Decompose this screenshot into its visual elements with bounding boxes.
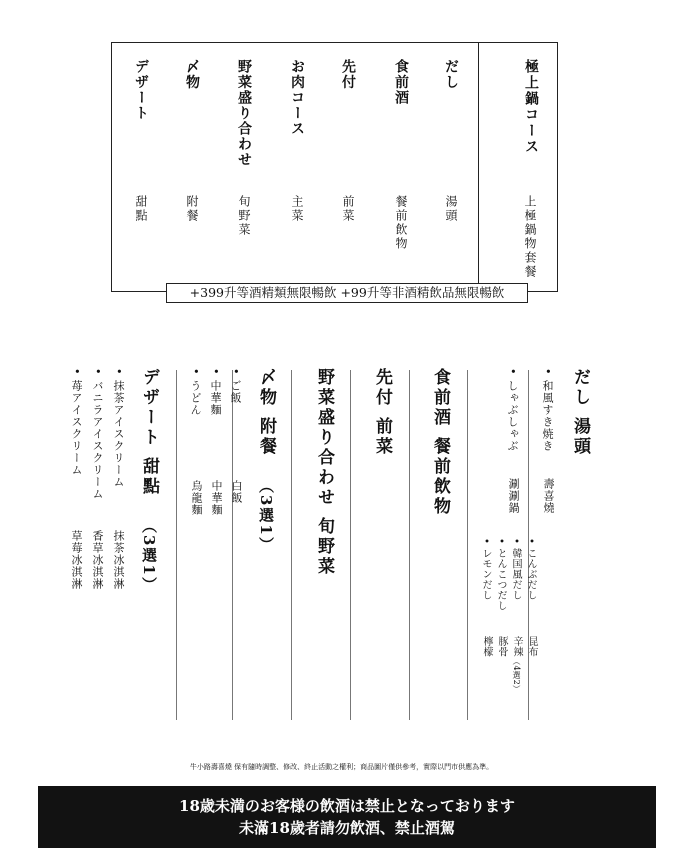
bullet-item: • バニラアイスクリーム xyxy=(91,368,104,500)
summary-row-ja: 〆物 xyxy=(184,59,200,90)
summary-row-zh: 附餐 xyxy=(185,195,199,223)
bullet-item-zh: 壽喜燒 xyxy=(542,478,555,514)
bullet-item-zh: 抹茶冰淇淋 xyxy=(112,530,125,590)
section-header-dessert: デザート 甜點 xyxy=(139,368,159,497)
section-header-yasai: 野菜盛り合わせ 旬野菜 xyxy=(314,368,334,577)
sub-item-zh: 辛辣（4選2） xyxy=(511,636,522,694)
summary-row-ja: 先付 xyxy=(340,59,356,90)
summary-divider xyxy=(478,43,479,291)
course-title-ja: 極上鍋コース xyxy=(523,59,539,155)
summary-row-zh: 主菜 xyxy=(290,195,304,223)
section-header-sakizuke: 先付 前菜 xyxy=(372,368,392,457)
bullet-item: • うどん xyxy=(189,368,202,416)
column-divider xyxy=(232,370,233,720)
column-divider xyxy=(467,370,468,720)
summary-row-ja: だし xyxy=(443,59,459,90)
summary-row-zh: 甜點 xyxy=(134,195,148,223)
bullet-item: • 中華麵 xyxy=(209,368,222,416)
sub-item: • とんこつだし xyxy=(495,538,506,612)
choice-note: （4選2） xyxy=(512,657,521,694)
age-warning-zh: 未滿18歲者請勿飲酒、禁止酒駕 xyxy=(239,819,455,837)
sub-item: • レモンだし xyxy=(480,538,491,601)
column-divider xyxy=(176,370,177,720)
summary-row-zh: 旬野菜 xyxy=(237,195,251,237)
column-divider xyxy=(291,370,292,720)
bullet-item-zh: 涮涮鍋 xyxy=(507,478,520,514)
bullet-item: • 和風すき焼き xyxy=(541,368,554,452)
summary-row-zh: 湯頭 xyxy=(444,195,458,223)
bullet-item-zh: 香草冰淇淋 xyxy=(91,530,104,590)
sub-item: • こんぶだし xyxy=(525,538,536,601)
bullet-item-zh: 白飯 xyxy=(230,480,243,504)
bullet-item: • ご飯 xyxy=(229,368,242,404)
section-header-dashi: だし 湯頭 xyxy=(570,368,590,457)
sub-item: • 韓国風だし xyxy=(510,538,521,601)
column-divider xyxy=(409,370,410,720)
disclaimer-text: 牛小路壽喜燒 保有隨時調整、修改、終止活動之權利；商品圖片僅供參考，實際以門市供應為準。 xyxy=(189,763,494,771)
course-summary-box xyxy=(111,42,558,292)
summary-row-ja: 野菜盛り合わせ xyxy=(236,59,252,168)
bullet-item: • しゃぶしゃぶ xyxy=(506,368,519,452)
sub-item-zh: 昆布 xyxy=(526,636,537,657)
age-warning-ja: 18歳未満のお客様の飲酒は禁止となっております xyxy=(179,797,515,815)
choice-note: （3選1） xyxy=(257,478,275,554)
summary-row-zh: 餐前飲物 xyxy=(394,195,408,251)
section-header-shokuzen: 食前酒 餐前飲物 xyxy=(430,368,450,517)
sub-item-zh: 豚骨 xyxy=(496,636,507,657)
summary-row-zh: 前菜 xyxy=(341,195,355,223)
sub-item-zh: 檸檬 xyxy=(481,636,492,657)
bullet-item-zh: 中華麵 xyxy=(210,480,223,516)
section-header-shime: 〆物 附餐 xyxy=(256,368,276,457)
summary-row-ja: デザート xyxy=(133,59,149,121)
drink-upgrade-note: +399升等酒精類無限暢飲 +99升等非酒精飲品無限暢飲 xyxy=(166,283,528,303)
bullet-item: • 苺アイスクリーム xyxy=(70,368,83,476)
column-divider xyxy=(350,370,351,720)
course-title-zh: 上極鍋物套餐 xyxy=(523,195,537,279)
summary-row-ja: お肉コース xyxy=(289,59,305,137)
summary-row-ja: 食前酒 xyxy=(393,59,409,106)
bullet-item-zh: 草莓冰淇淋 xyxy=(70,530,83,590)
choice-note: （3選1） xyxy=(140,518,158,594)
bullet-item-zh: 烏龍麵 xyxy=(190,480,203,516)
bullet-item: • 抹茶アイスクリーム xyxy=(112,368,125,488)
age-warning-banner xyxy=(38,786,656,848)
